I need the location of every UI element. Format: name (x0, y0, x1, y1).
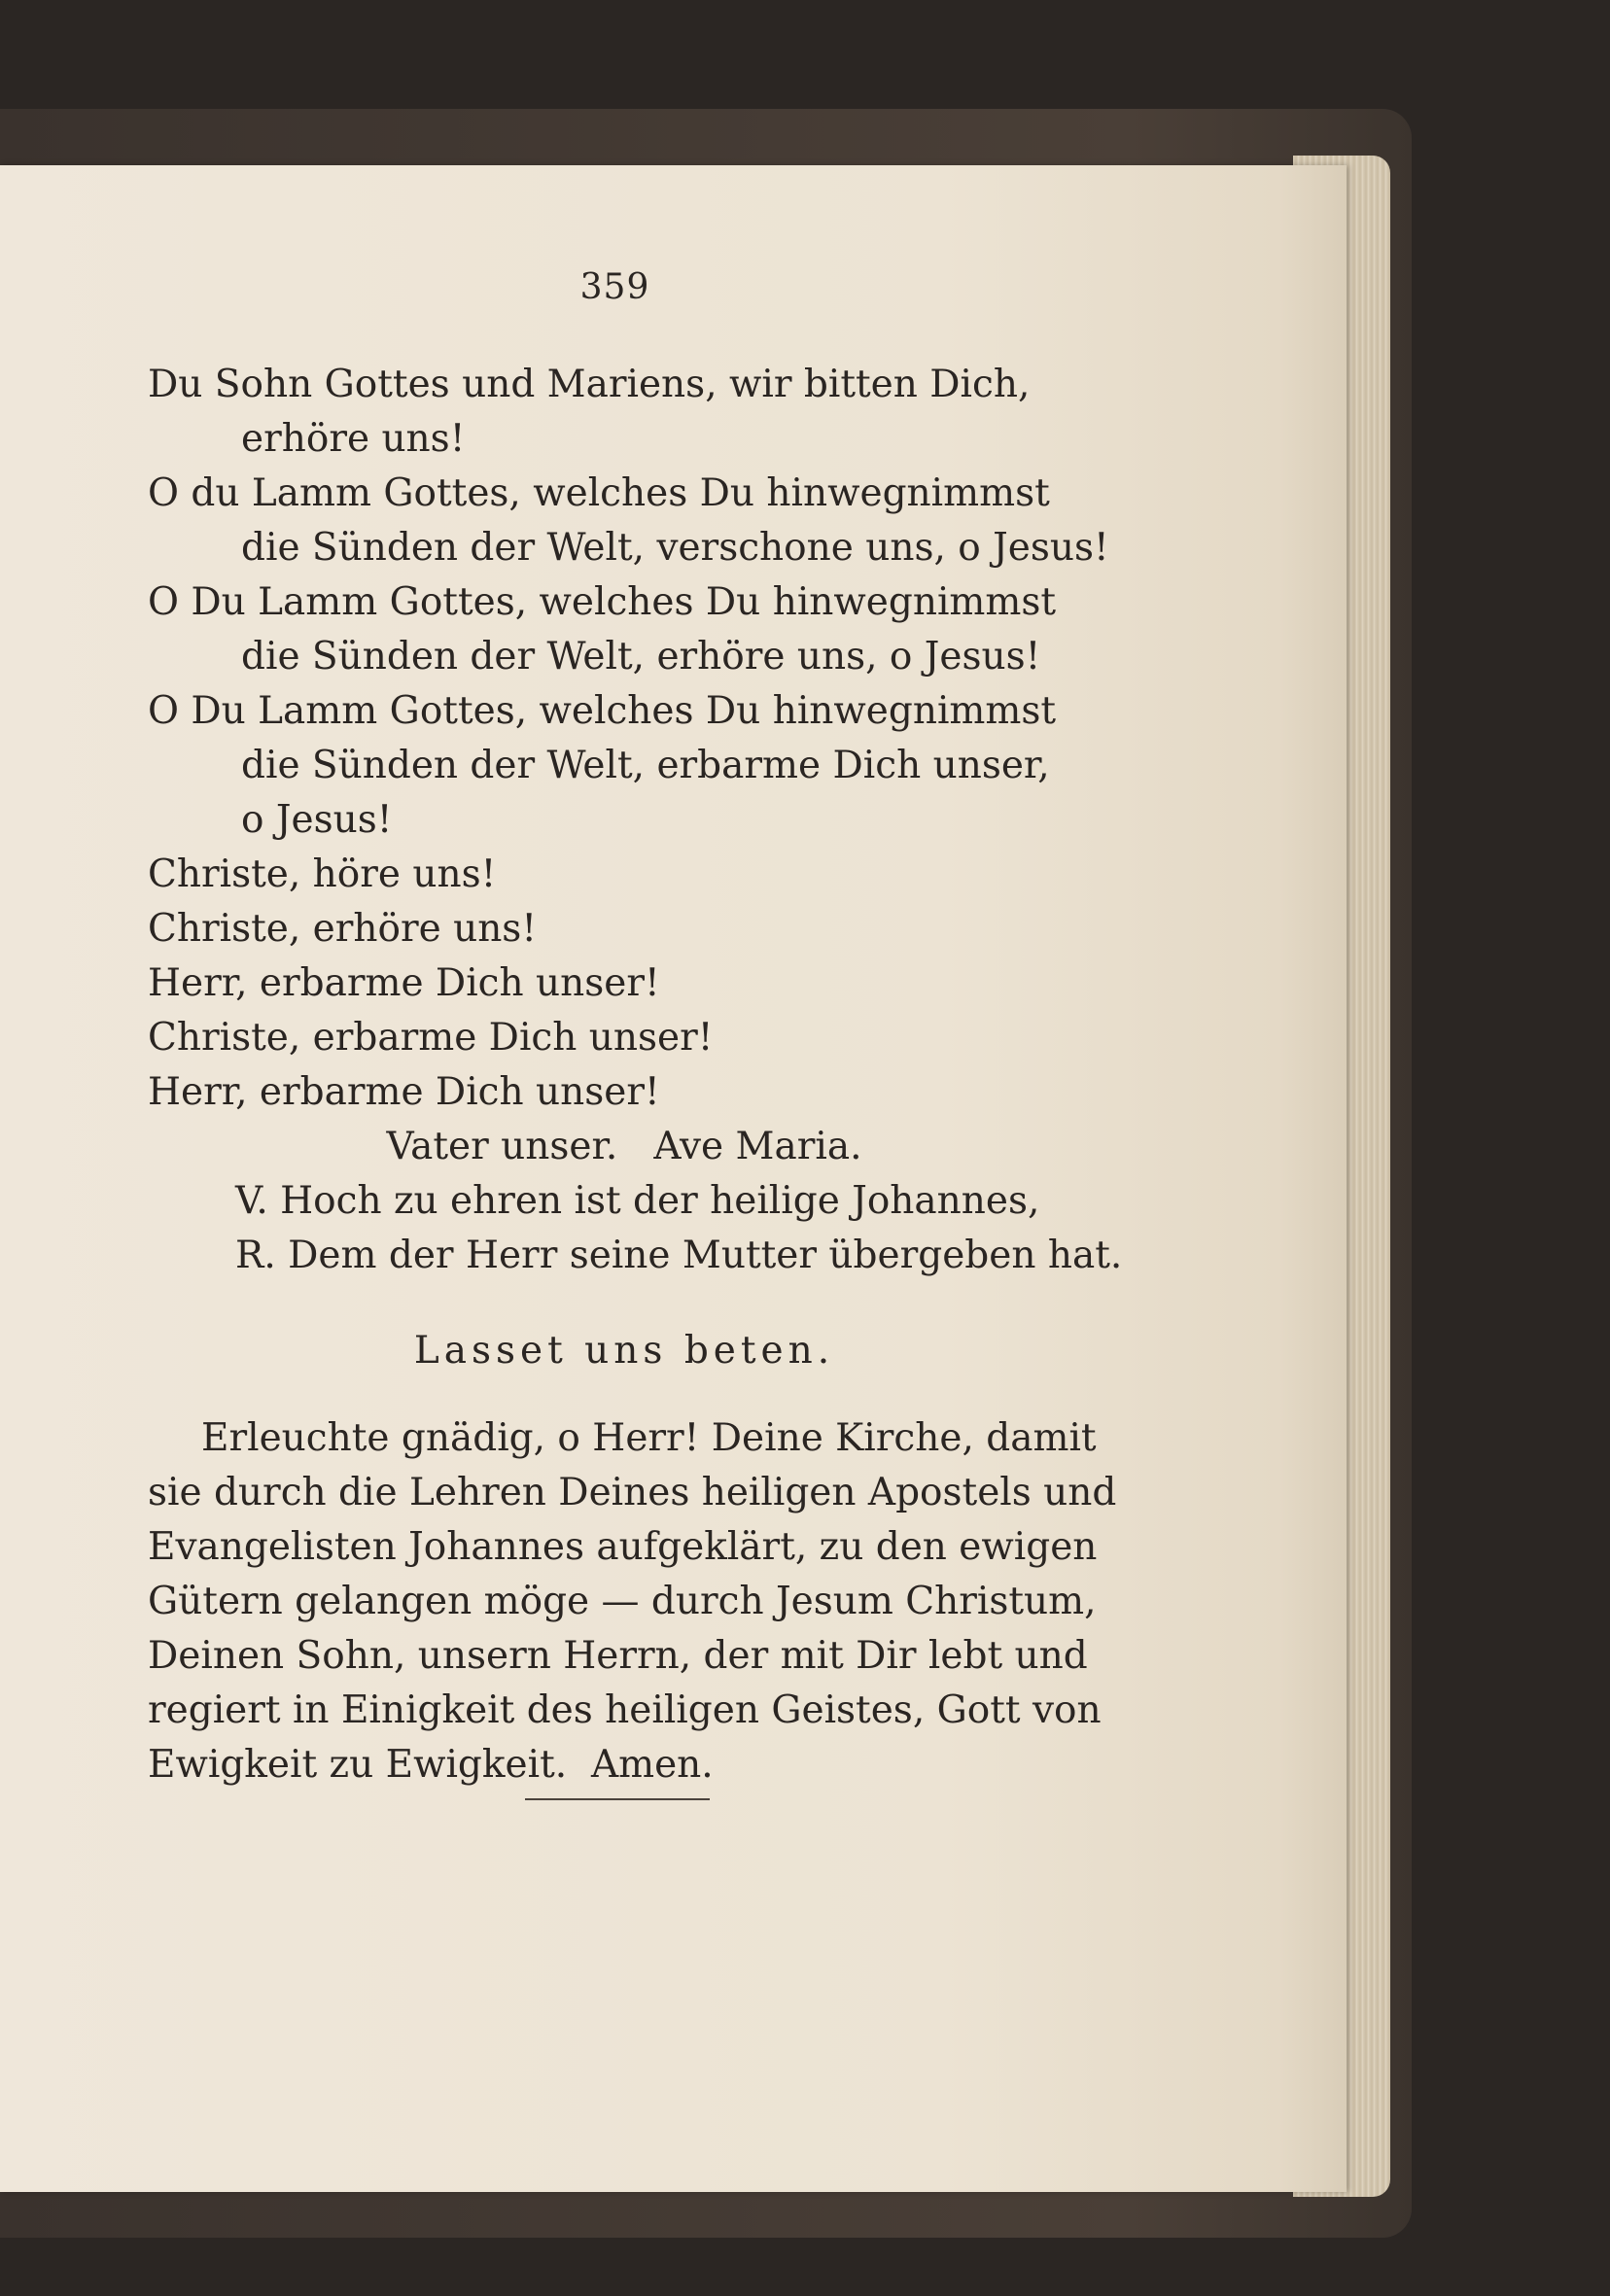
litany-line: Christe, höre uns! (148, 852, 497, 896)
prayer-line: Deinen Sohn, unsern Herrn, der mit Dir lebt und (148, 1634, 1088, 1678)
section-heading: Lasset uns beten. (413, 1329, 835, 1373)
litany-line: Herr, erbarme Dich unser! (148, 1070, 660, 1114)
end-divider (525, 1798, 710, 1800)
prayers-line: Vater unser. Ave Maria. (386, 1125, 862, 1168)
litany-line: Christe, erhöre uns! (148, 907, 537, 951)
prayer-line: Ewigkeit zu Ewigkeit. Amen. (148, 1743, 714, 1787)
page-content (148, 358, 1123, 1792)
book-page (0, 165, 1347, 2192)
prayer-line: regiert in Einigkeit des heiligen Geistes, Gott von (148, 1688, 1102, 1732)
page-number: 359 (579, 267, 650, 307)
versicle: V. Hoch zu ehren ist der heilige Johannes, (235, 1179, 1040, 1223)
litany-block (148, 358, 1109, 1120)
litany-line: Christe, erbarme Dich unser! (148, 1016, 714, 1060)
litany-line: Du Sohn Gottes und Mariens, wir bitten Dich, (148, 363, 1031, 406)
litany-line: O du Lamm Gottes, welches Du hinwegnimmst (148, 471, 1050, 515)
prayer-line: Evangelisten Johannes aufgeklärt, zu den ewigen (148, 1525, 1098, 1569)
prayer-line: Gütern gelangen möge — durch Jesum Christum, (148, 1580, 1097, 1623)
litany-line: Herr, erbarme Dich unser! (148, 961, 660, 1005)
litany-line: O Du Lamm Gottes, welches Du hinwegnimmst (148, 580, 1057, 624)
litany-line: die Sünden der Welt, erhöre uns, o Jesus! (241, 635, 1041, 678)
prayer-line: Erleuchte gnädig, o Herr! Deine Kirche, damit (201, 1416, 1097, 1460)
prayer-paragraph (148, 1411, 1117, 1792)
litany-line: O Du Lamm Gottes, welches Du hinwegnimmst (148, 689, 1057, 733)
response: R. Dem der Herr seine Mutter übergeben hat. (235, 1234, 1123, 1277)
litany-line: die Sünden der Welt, verschone uns, o Jesus! (241, 526, 1109, 570)
litany-line: erhöre uns! (241, 417, 466, 461)
litany-line: die Sünden der Welt, erbarme Dich unser, (241, 744, 1050, 787)
litany-line: o Jesus! (241, 798, 393, 842)
prayer-line: sie durch die Lehren Deines heiligen Apostels und (148, 1471, 1117, 1514)
